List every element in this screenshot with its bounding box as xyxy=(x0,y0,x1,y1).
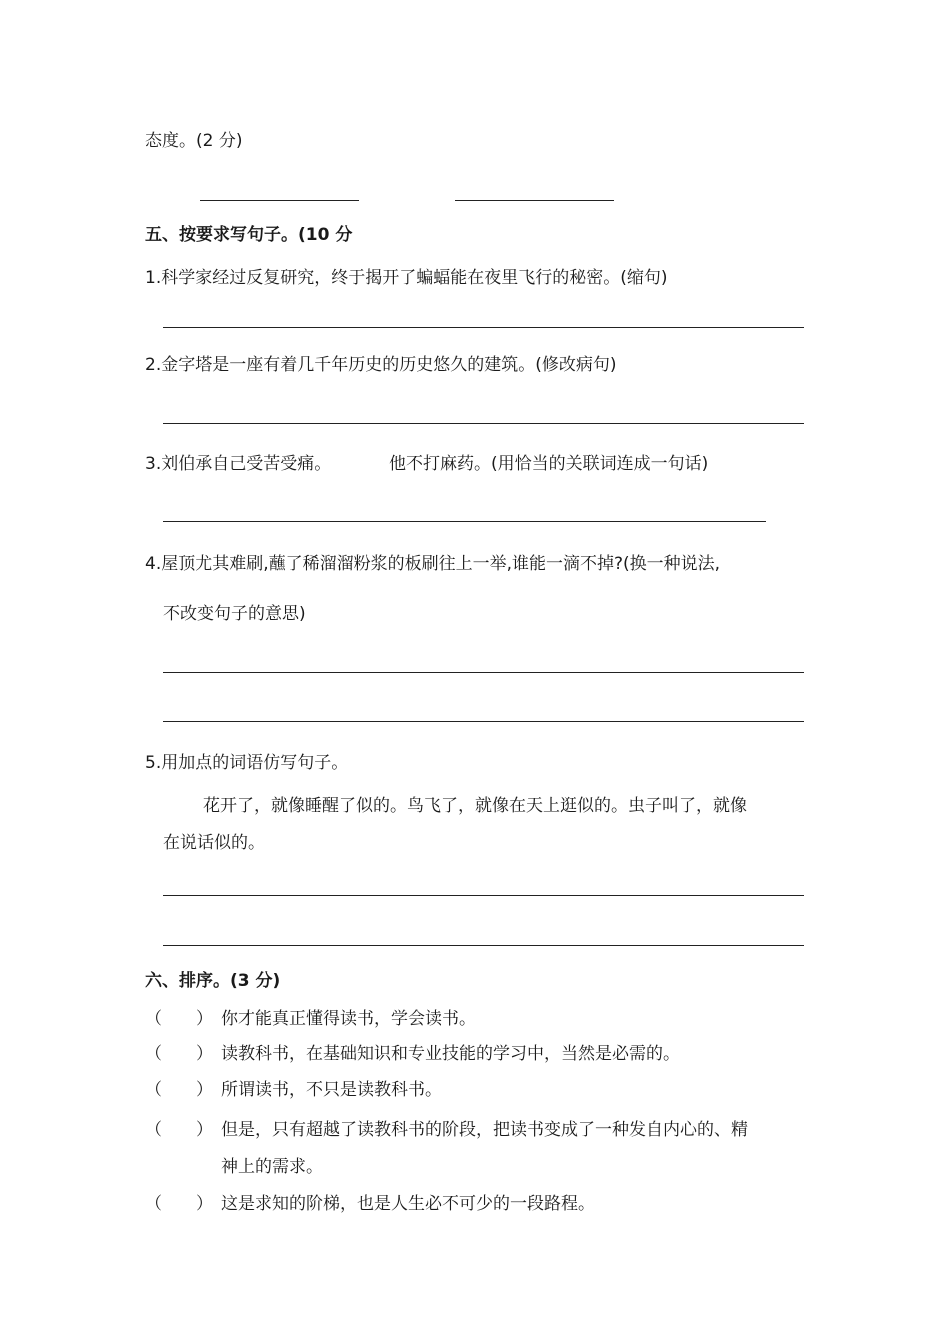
order-blank-open[interactable]: （ xyxy=(145,1080,162,1100)
answer-line[interactable] xyxy=(163,895,804,896)
ordering-item-text: 所谓读书，不只是读教科书。 xyxy=(221,1080,442,1100)
section-5-heading: 五、按要求写句子。(10 分 xyxy=(145,225,353,245)
answer-line[interactable] xyxy=(163,327,804,328)
order-blank-open[interactable]: （ xyxy=(145,1009,162,1029)
ordering-item-text: 但是，只有超越了读教科书的阶段，把读书变成了一种发自内心的、精 xyxy=(221,1120,748,1140)
answer-line[interactable] xyxy=(455,200,614,201)
answer-line[interactable] xyxy=(163,423,804,424)
question-2: 2.金字塔是一座有着几千年历史的历史悠久的建筑。(修改病句) xyxy=(145,355,617,375)
order-blank-close[interactable]: ） xyxy=(196,1009,213,1029)
previous-question-tail: 态度。(2 分) xyxy=(145,131,243,151)
ordering-item-text: 这是求知的阶梯，也是人生必不可少的一段路程。 xyxy=(221,1194,595,1214)
ordering-item-text: 你才能真正懂得读书，学会读书。 xyxy=(221,1009,476,1029)
order-blank-open[interactable]: （ xyxy=(145,1120,162,1140)
question-1: 1.科学家经过反复研究，终于揭开了蝙蝠能在夜里飞行的秘密。(缩句) xyxy=(145,268,668,288)
answer-line[interactable] xyxy=(163,721,804,722)
question-3-part-1: 3.刘伯承自己受苦受痛。 xyxy=(145,454,332,474)
example-sentence-line-1: 花开了，就像睡醒了似的。鸟飞了，就像在天上逛似的。虫子叫了，就像 xyxy=(203,796,747,816)
order-blank-open[interactable]: （ xyxy=(145,1194,162,1214)
question-4-line-2: 不改变句子的意思) xyxy=(163,604,306,624)
order-blank-close[interactable]: ） xyxy=(196,1080,213,1100)
ordering-item-text: 读教科书，在基础知识和专业技能的学习中，当然是必需的。 xyxy=(221,1044,680,1064)
section-6-heading: 六、排序。(3 分) xyxy=(145,971,281,991)
answer-line[interactable] xyxy=(163,945,804,946)
example-sentence-line-2: 在说话似的。 xyxy=(163,833,265,853)
order-blank-close[interactable]: ） xyxy=(196,1194,213,1214)
order-blank-close[interactable]: ） xyxy=(196,1044,213,1064)
question-4-line-1: 4.屋顶尤其难刷,蘸了稀溜溜粉浆的板刷往上一举,谁能一滴不掉?(换一种说法, xyxy=(145,554,721,574)
order-blank-open[interactable]: （ xyxy=(145,1044,162,1064)
answer-line[interactable] xyxy=(200,200,359,201)
answer-line[interactable] xyxy=(163,672,804,673)
order-blank-close[interactable]: ） xyxy=(196,1120,213,1140)
question-5: 5.用加点的词语仿写句子。 xyxy=(145,753,349,773)
ordering-item-text-continued: 神上的需求。 xyxy=(221,1157,323,1177)
question-3-part-2: 他不打麻药。(用恰当的关联词连成一句话) xyxy=(389,454,709,474)
answer-line[interactable] xyxy=(163,521,766,522)
